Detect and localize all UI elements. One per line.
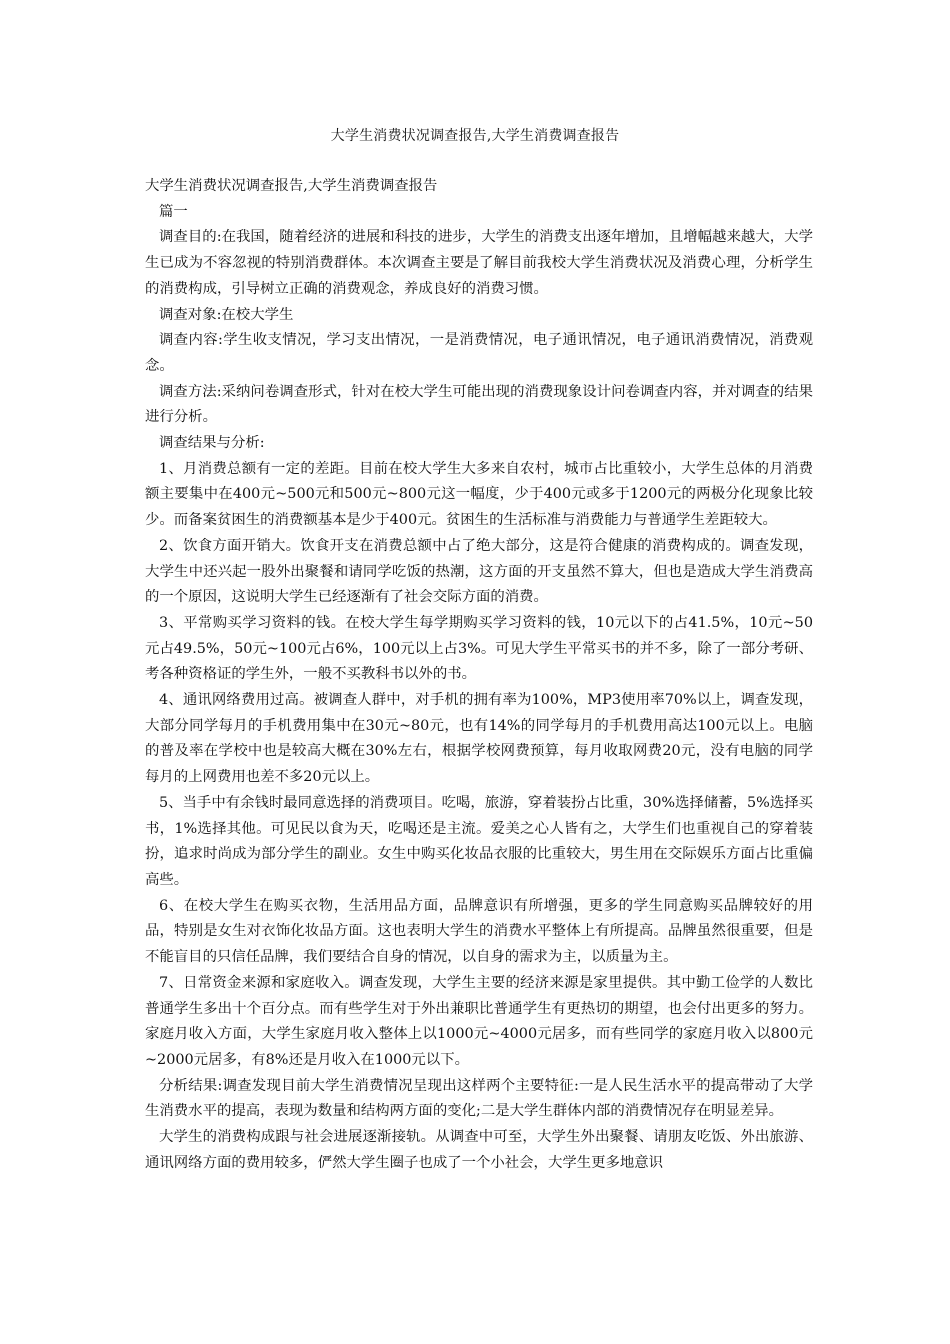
document-body [145,174,813,1176]
paragraph-analysis: 分析结果:调查发现目前大学生消费情况呈现出这样两个主要特征:一是人民生活水平的提高带动了大学生消费水平的提高，表现为数量和结构两方面的变化;二是大学生群体内部的消费情况存在明显差异。 [145,1077,813,1120]
paragraph-purpose: 调查目的:在我国，随着经济的进展和科技的进步，大学生的消费支出逐年增加，且增幅越来越大，大学生已成为不容忽视的特别消费群体。本次调查主要是了解目前我校大学生消费状况及消费心理，分析学生的消费构成，引导树立正确的消费观念，养成良好的消费习惯。 [145,229,813,297]
paragraph-content: 调查内容:学生收支情况，学习支出情况，一是消费情况，电子通讯情况，电子通讯消费情况，消费观念。 [145,332,813,374]
paragraph-finding-7: 7、日常资金来源和家庭收入。调查发现，大学生主要的经济来源是家里提供。其中勤工俭学的人数比普通学生多出十个百分点。而有些学生对于外出兼职比普通学生有更热切的期望，也会付出更多的努力。家庭月收入方面，大学生家庭月收入整体上以1000元~4000元居多，而有些同学的家庭月收入以800元~2000元居多，有8%还是月收入在1000元以下。 [145,974,813,1068]
paragraph-subject: 调查对象:在校大学生 [159,306,294,323]
section-label: 篇一 [159,203,188,220]
paragraph-results-heading: 调查结果与分析: [159,435,265,452]
paragraph-finding-2: 2、饮食方面开销大。饮食开支在消费总额中占了绝大部分，这是符合健康的消费构成的。调查发现，大学生中还兴起一股外出聚餐和请同学吃饭的热潮，这方面的开支虽然不算大，但也是造成大学生消费高的一个原因，这说明大学生已经逐渐有了社会交际方面的消费。 [145,537,813,606]
paragraph-finding-5: 5、当手中有余钱时最同意选择的消费项目。吃喝，旅游，穿着装扮占比重，30%选择储蓄，5%选择买书，1%选择其他。可见民以食为天，吃喝还是主流。爱美之心人皆有之，大学生们也重视自己的穿着装扮，追求时尚成为部分学生的副业。女生中购买化妆品衣服的比重较大，男生用在交际娱乐方面占比重偏高些。 [145,794,813,888]
paragraph-finding-3: 3、平常购买学习资料的钱。在校大学生每学期购买学习资料的钱，10元以下的占41.5%，10元~50元占49.5%，50元~100元占6%，100元以上占3%。可见大学生平常买书的并不多，除了一部分考研、考各种资格证的学生外，一般不买教科书以外的书。 [145,614,813,683]
paragraph-conclusion: 大学生的消费构成跟与社会进展逐渐接轨。从调查中可至，大学生外出聚餐、请朋友吃饭、外出旅游、通讯网络方面的费用较多，俨然大学生圈子也成了一个小社会，大学生更多地意识 [145,1129,813,1171]
document-title: 大学生消费状况调查报告,大学生消费调查报告 [330,128,620,144]
paragraph-finding-4: 4、通讯网络费用过高。被调查人群中，对手机的拥有率为100%，MP3使用率70%以上，调查发现，大部分同学每月的手机费用集中在30元~80元，也有14%的同学每月的手机费用高达100元以上。电脑的普及率在学校中也是较高大概在30%左右，根据学校网费预算，每月收取网费20元，没有电脑的同学每月的上网费用也差不多20元以上。 [145,692,813,786]
paragraph-method: 调查方法:采纳问卷调查形式，针对在校大学生可能出现的消费现象设计问卷调查内容，并对调查的结果进行分析。 [145,383,813,426]
paragraph-finding-6: 6、在校大学生在购买衣物，生活用品方面，品牌意识有所增强，更多的学生同意购买品牌较好的用品，特别是女生对衣饰化妆品方面。这也表明大学生的消费水平整体上有所提高。品牌虽然很重要，但是不能盲目的只信任品牌，我们要结合自身的情况，以自身的需求为主，以质量为主。 [145,897,813,966]
paragraph-finding-1: 1、月消费总额有一定的差距。目前在校大学生大多来自农村，城市占比重较小，大学生总体的月消费额主要集中在400元~500元和500元~800元这一幅度，少于400元或多于1200元的两极分化现象比较少。而备案贫困生的消费额基本是少于400元。贫困生的生活标准与消费能力与普通学生差距较大。 [145,460,813,529]
document-subtitle: 大学生消费状况调查报告,大学生消费调查报告 [145,178,438,194]
